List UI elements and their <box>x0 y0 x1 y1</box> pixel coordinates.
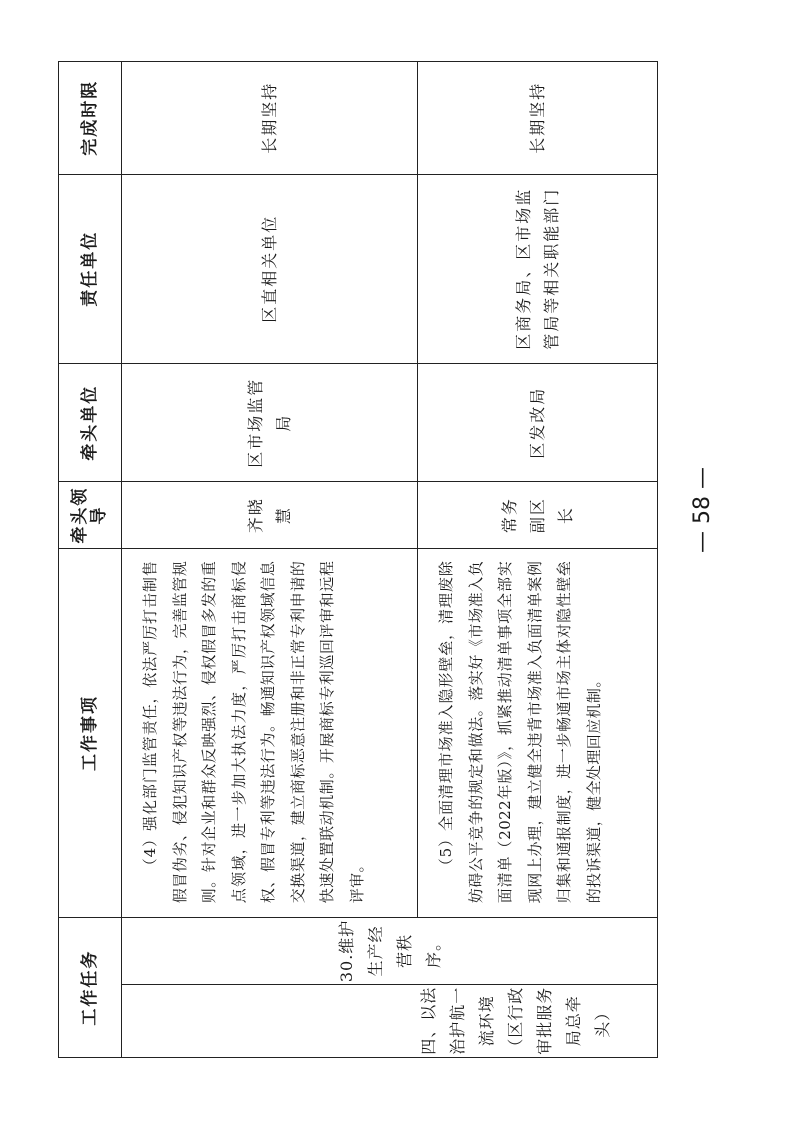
work-item <box>418 548 658 918</box>
work-plan-table <box>58 61 658 1058</box>
header-leader: 牵头领导 <box>59 482 122 548</box>
header-item: 工作事项 <box>59 548 122 918</box>
work-item <box>122 548 418 918</box>
lead-unit-cell: 区发改局 <box>418 364 658 482</box>
header-task: 工作任务 <box>59 918 122 1058</box>
work-item-text: （4）强化部门监管责任，依法严厉打击制售假冒伪劣、侵犯知识产权等违法行为，完善监管规则。针对企业和群众反映强烈、侵权假冒多发的重点领域，进一步加大执法力度，严厉打击商标侵权、假冒专利等违法行为。畅通知识产权领域信息交换渠道，建立商标恶意注册和非正常专利申请的快速处置联动机制。开展商标专利巡回评审和远程评审。 <box>141 560 366 904</box>
task-category: 四、以法治护航一流环境（区行政审批服务局总牵头） <box>122 984 658 1057</box>
lead-unit-cell: 区市场监管局 <box>122 364 418 482</box>
work-item-text: （5）全面清理市场准入隐形壁垒，清理废除妨碍公平竞争的规定和做法。落实好《市场准入负面清单（2022年版）》，抓紧推动清单事项全部实现网上办理，建立健全违背市场准入负面清单案例归集和通报制度，进一步畅通市场主体对隐性壁垒的投诉渠道，健全处理回应机制。 <box>437 560 603 904</box>
page-number: — 58 — <box>690 467 715 553</box>
deadline-cell: 长期坚持 <box>122 62 418 175</box>
header-lead-unit: 牵头单位 <box>59 364 122 482</box>
leader-cell: 齐晓慧 <box>122 482 418 548</box>
table-row <box>418 62 658 1058</box>
header-row <box>59 62 122 1058</box>
responsible-cell: 区商务局、区市场监管局等相关职能部门 <box>418 174 658 363</box>
responsible-cell: 区直相关单位 <box>122 174 418 363</box>
header-responsible: 责任单位 <box>59 174 122 363</box>
leader-cell: 常务副区长 <box>418 482 658 548</box>
header-deadline: 完成时限 <box>59 62 122 175</box>
table-row <box>122 62 418 1058</box>
task-label: 30.维护生产经营秩序。 <box>122 918 658 984</box>
deadline-cell: 长期坚持 <box>418 62 658 175</box>
